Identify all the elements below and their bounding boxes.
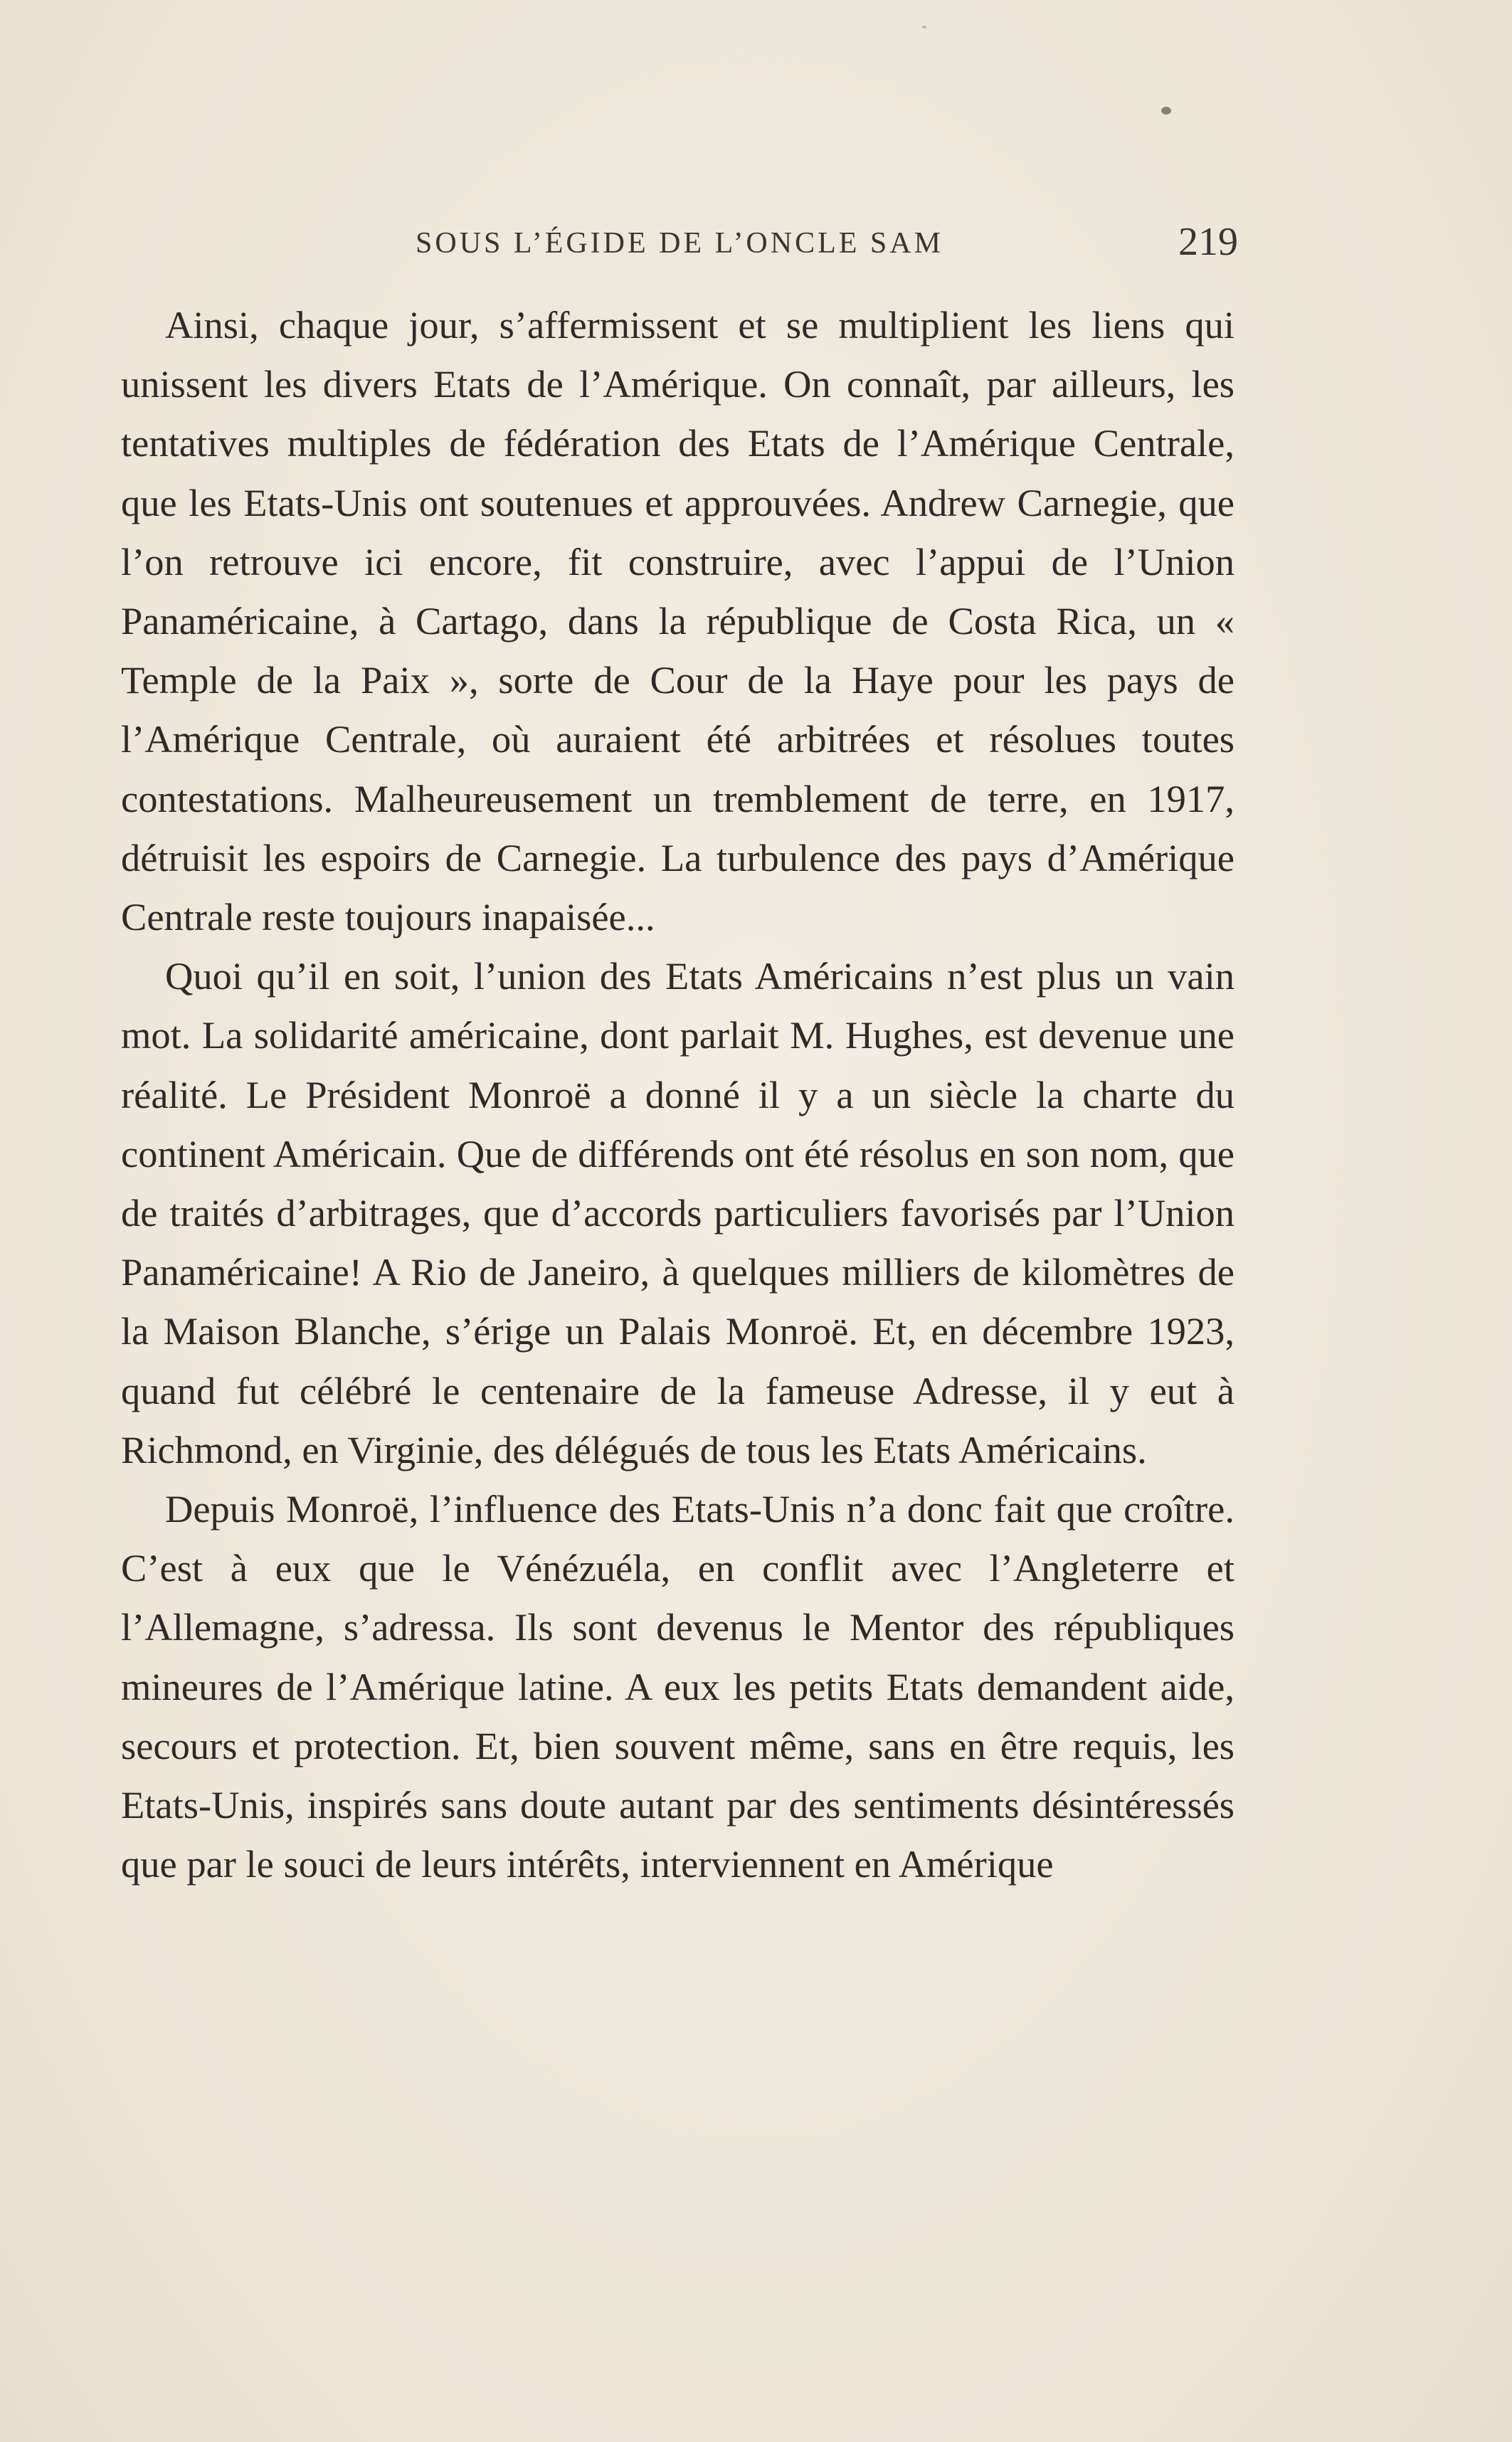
running-title: SOUS L’ÉGIDE DE L’ONCLE SAM xyxy=(416,227,943,260)
paragraph: Ainsi, chaque jour, s’affermissent et se multiplient les liens qui unissent les divers Etats de l’Amérique. On connaît, par ailleurs, les tentatives multiples de fédération des Etats de l’Amérique Centrale, que les Etats-Unis ont soutenues et approuvées. Andrew Carnegie, que l’on retrouve ici encore, fit construire, avec l’appui de l’Union Panaméricaine, à Cartago, dans la république de Costa Rica, un « Temple de la Paix », sorte de Cour de la Haye pour les pays de l’Amérique Centrale, où auraient été arbitrées et résolues toutes contestations. Malheureusement un tremblement de terre, en 1917, détruisit les espoirs de Carnegie. La turbulence des pays d’Amérique Centrale reste toujours inapaisée... xyxy=(121,303,1235,939)
paragraph: Quoi qu’il en soit, l’union des Etats Américains n’est plus un vain mot. La solidarité américaine, dont parlait M. Hughes, est devenue une réalité. Le Président Monroë a donné il y a un siècle la charte du continent Américain. Que de différends ont été résolus en son nom, que de traités d’arbitrages, que d’accords particuliers favorisés par l’Union Panaméricaine! A Rio de Janeiro, à quelques milliers de kilomètres de la Maison Blanche, s’érige un Palais Monroë. Et, en décembre 1923, quand fut célébré le centenaire de la fameuse Adresse, il y eut à Richmond, en Virginie, des délégués de tous les Etats Américains. xyxy=(121,954,1235,1471)
page-header xyxy=(121,213,1238,278)
paragraph: Depuis Monroë, l’influence des Etats-Unis n’a donc fait que croître. C’est à eux que le Vénézuéla, en conflit avec l’Angleterre et l’Allemagne, s’adressa. Ils sont devenus le Mentor des républiques mineures de l’Amérique latine. A eux les petits Etats demandent aide, secours et protection. Et, bien souvent même, sans en être requis, les Etats-Unis, inspirés sans doute autant par des sentiments désintéressés que par le souci de leurs intérêts, interviennent en Amérique xyxy=(121,1487,1235,1886)
page-number: 219 xyxy=(1178,220,1238,264)
paper-speck xyxy=(1161,107,1171,115)
body-text xyxy=(121,295,1235,1893)
paper-speck xyxy=(922,26,926,28)
